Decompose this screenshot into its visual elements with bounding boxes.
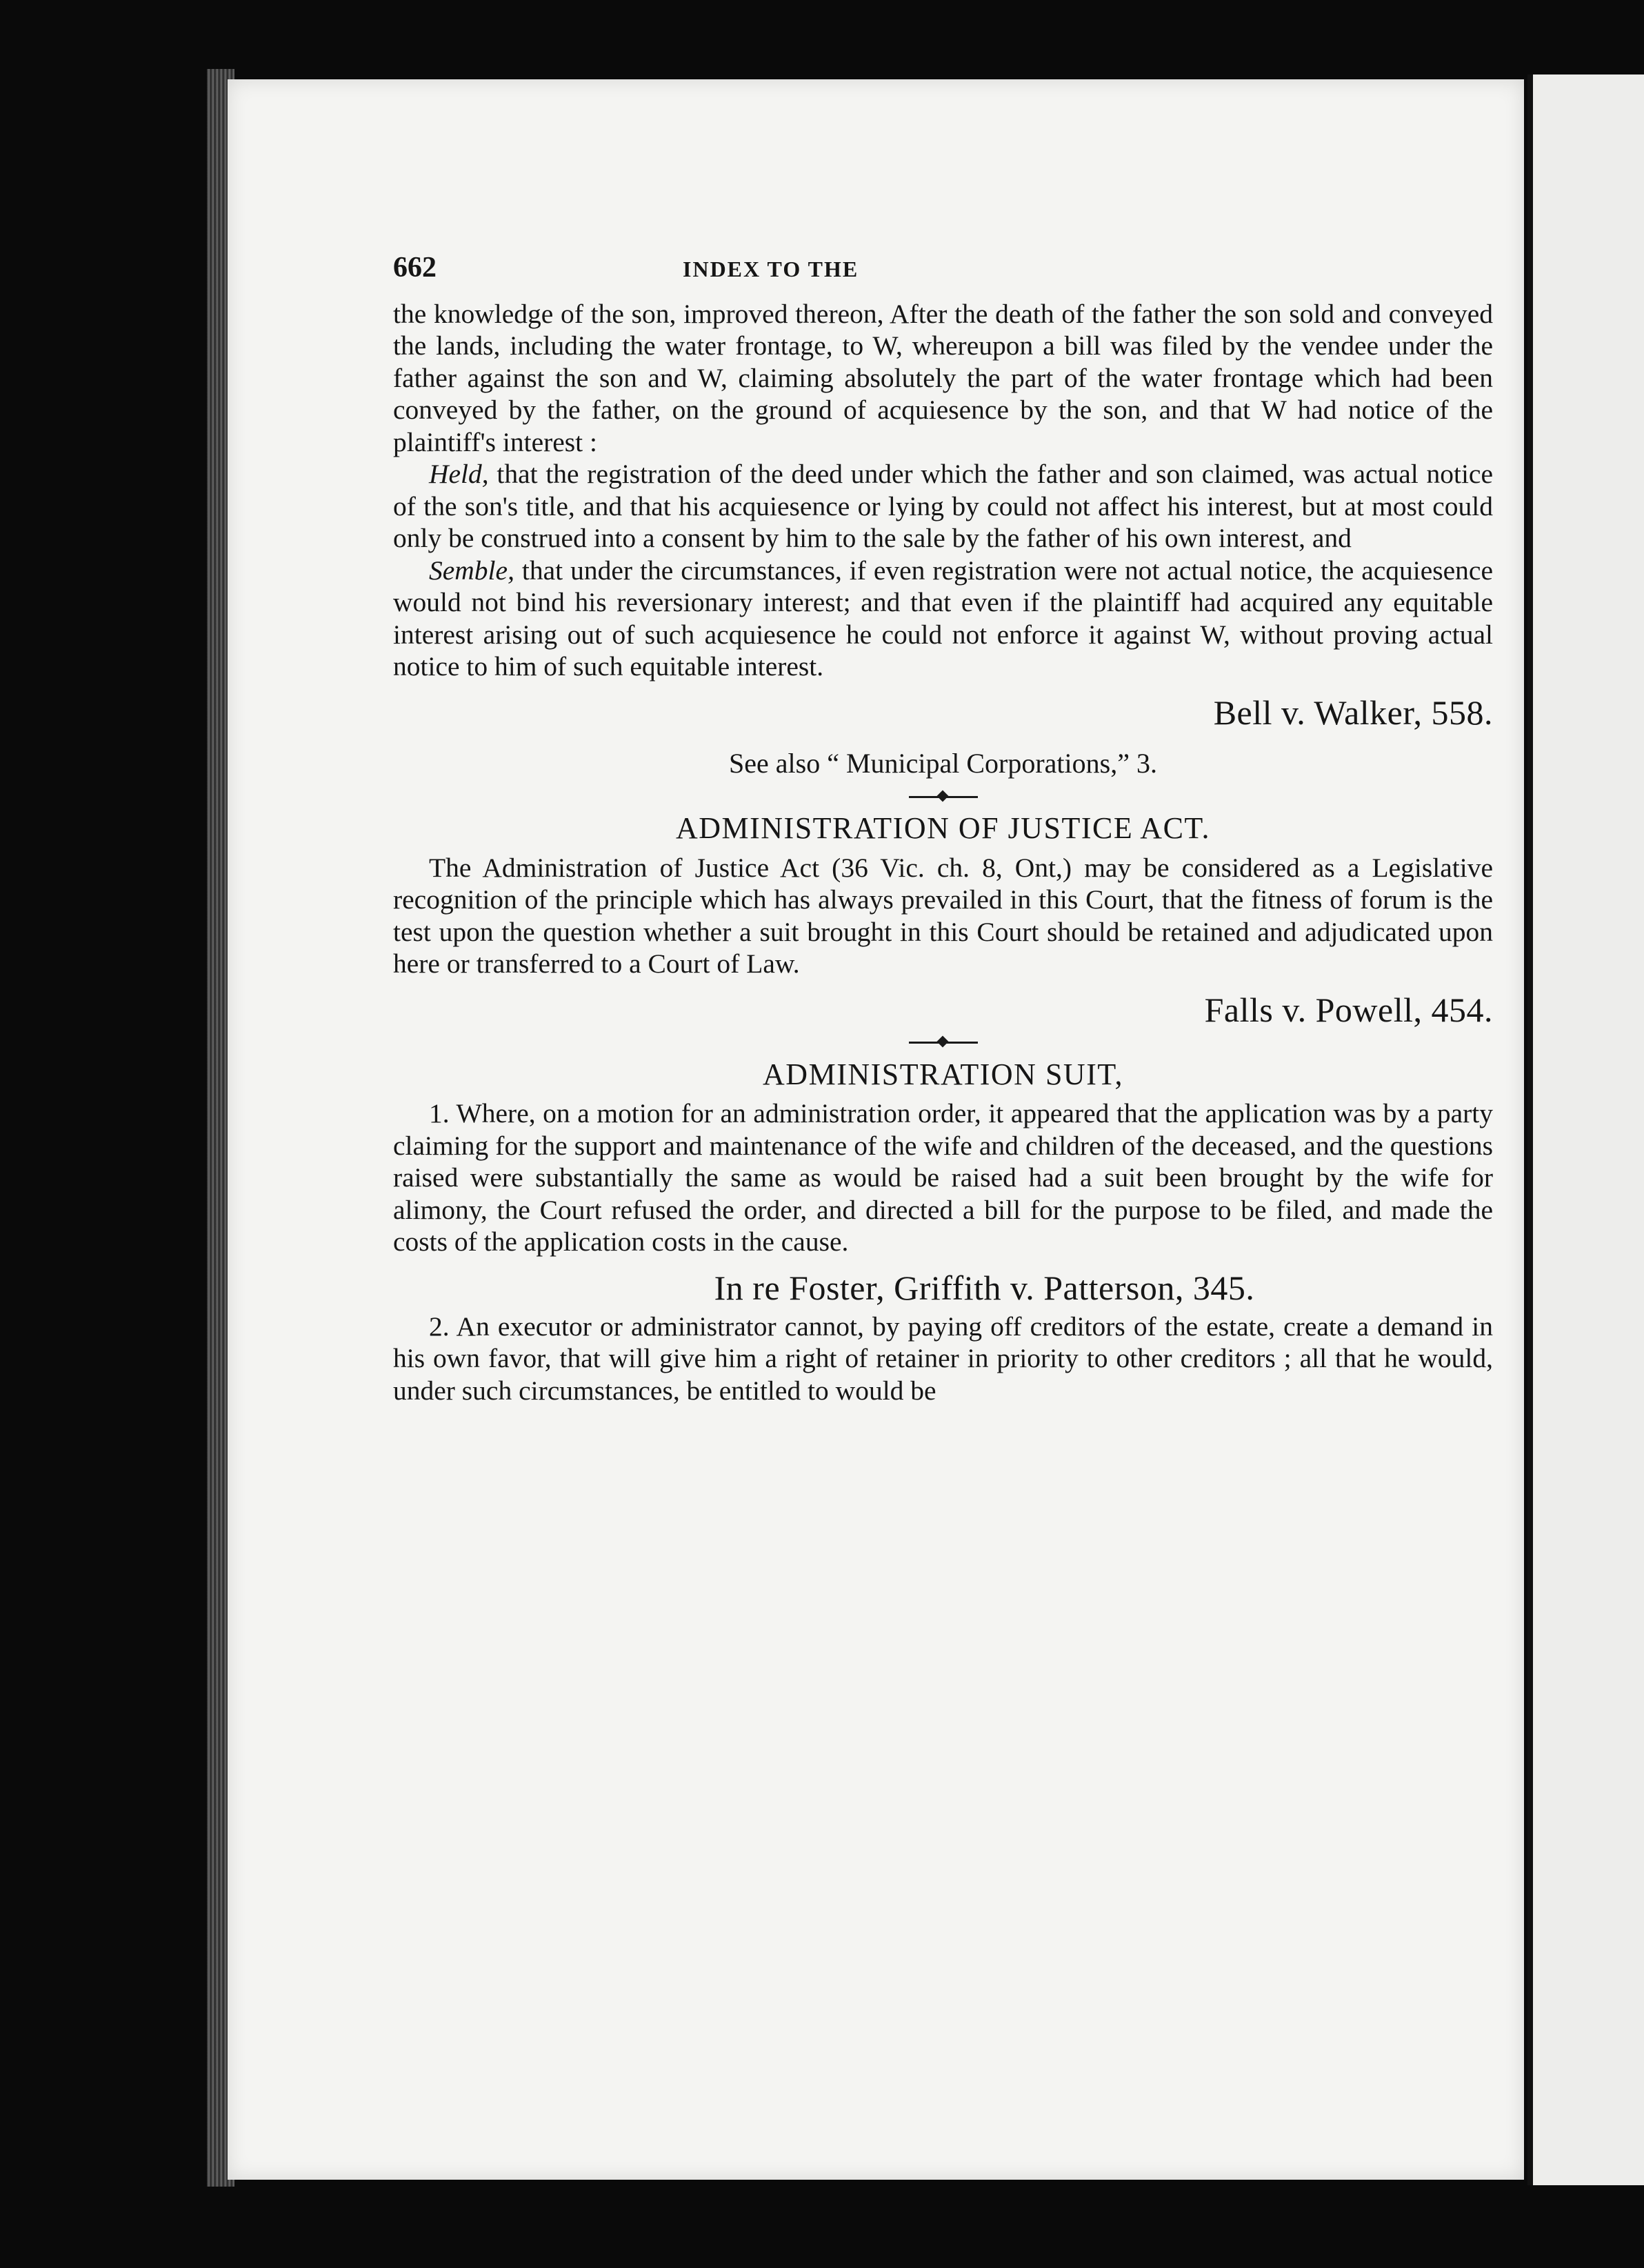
paragraph-held <box>393 458 1493 555</box>
semble-label: Semble, <box>429 555 514 586</box>
held-label: Held, <box>429 459 489 489</box>
section-divider <box>393 1033 1493 1053</box>
semble-text: that under the circumstances, if even registration were not actual notice, the acquiesence would not bind his reversionary interest; and that even if the plaintiff had acquired any equitable interest arising out of such acquiesence he could not enforce it against W, without proving actual notice to him of such equitable interest. <box>393 555 1493 682</box>
paragraph-suit-item-1: 1. Where, on a motion for an administration order, it appeared that the application was by a party claiming for the support and maintenance of the wife and children of the deceased, and the questions raised were substantially the same as would be raised had a suit been brought by the wife for alimony, the Court refused the order, and directed a bill for the purpose to be filed, and made the costs of the application costs in the cause. <box>393 1098 1493 1257</box>
heading-administration-of-justice-act: ADMINISTRATION OF JUSTICE ACT. <box>675 811 1211 845</box>
case-citation-bell: Bell v. Walker, 558. <box>1213 693 1493 732</box>
paragraph-justice-act: The Administration of Justice Act (36 Vic. ch. 8, Ont,) may be considered as a Legislative recognition of the principle which has always prevailed in this Court, that the fitness of forum is the test upon the question whether a suit brought in this Court should be retained and adjudicated upon here or transferred to a Court of Law. <box>393 852 1493 979</box>
held-text: that the registration of the deed under which the father and son claimed, was actual notice of the son's title, and that his acquiesence or lying by could not affect his interest, but at most could only be construed into a consent by him to the sale by the father of his own interest, and <box>393 459 1493 553</box>
paragraph-suit-item-2: 2. An executor or administrator cannot, by paying off creditors of the estate, create a demand in his own favor, that will give him a right of retainer in priority to other creditors ; all that he would, under such circumstances, be entitled to would be <box>393 1311 1493 1406</box>
see-also-reference: See also “ Municipal Corporations,” 3. <box>729 747 1157 779</box>
book-page <box>228 79 1524 2180</box>
section-divider <box>393 786 1493 807</box>
heading-administration-suit: ADMINISTRATION SUIT, <box>763 1057 1123 1091</box>
paragraph-continuation: the knowledge of the son, improved thereon, After the death of the father the son sold and conveyed the lands, including the water frontage, to W, whereupon a bill was filed by the vendee under the father against the son and W, claiming absolutely the part of the water frontage which had been conveyed by the father, on the ground of acquiesence by the son, and that W had notice of the plaintiff's interest : <box>393 298 1493 457</box>
page-content <box>393 252 1493 1406</box>
running-head <box>393 252 1493 286</box>
divider-ornament <box>909 796 978 798</box>
page-number: 662 <box>393 252 437 284</box>
facing-page <box>1527 74 1644 2185</box>
case-citation-falls: Falls v. Powell, 454. <box>1204 990 1493 1029</box>
running-title: INDEX TO THE <box>683 257 859 281</box>
paragraph-semble <box>393 555 1493 683</box>
case-citation-foster: In re Foster, Griffith v. Patterson, 345. <box>714 1268 1255 1307</box>
divider-ornament <box>909 1042 978 1044</box>
